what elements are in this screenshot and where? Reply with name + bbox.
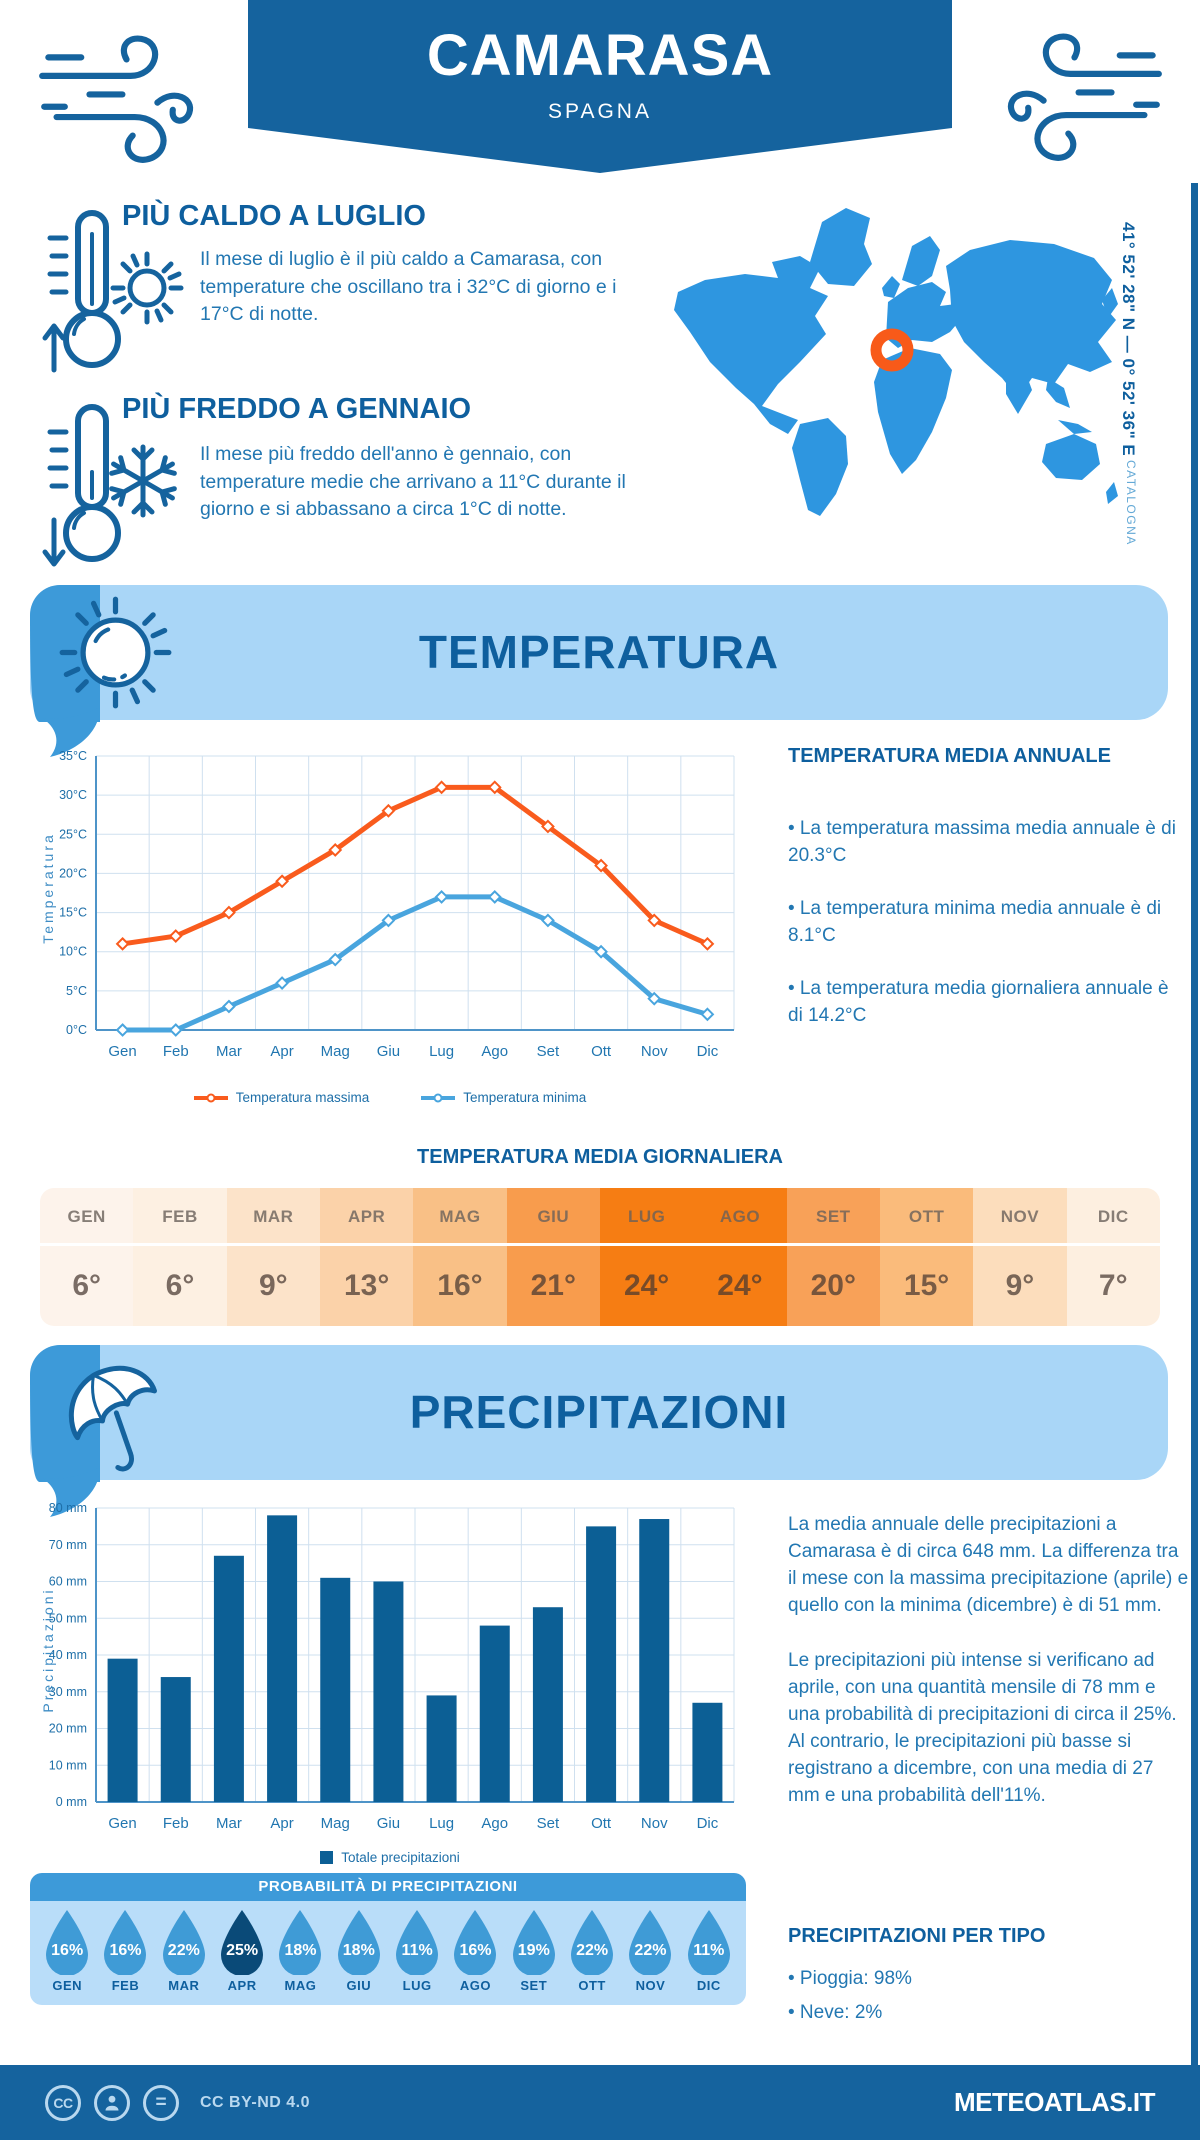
probability-value: 16% <box>51 1942 84 1959</box>
droplet-icon <box>218 1909 266 1975</box>
daily-table-value: 7° <box>1098 1269 1128 1302</box>
daily-table-month: MAR <box>227 1188 320 1246</box>
probability-month: AGO <box>459 1978 492 1993</box>
daily-table-cell <box>787 1188 880 1326</box>
svg-text:30 mm: 30 mm <box>48 1684 87 1699</box>
hottest-month-title: PIÙ CALDO A LUGLIO <box>122 200 426 232</box>
temperature-y-axis-label: Temperatura <box>40 832 56 944</box>
svg-text:Lug: Lug <box>429 1815 455 1832</box>
svg-text:Mar: Mar <box>215 1043 242 1060</box>
probability-month: LUG <box>402 1978 432 1993</box>
daily-table-cell <box>40 1188 133 1326</box>
svg-text:Ago: Ago <box>481 1043 509 1060</box>
daily-table-month: OTT <box>880 1188 973 1246</box>
daily-table-value: 6° <box>72 1269 101 1302</box>
daily-table-value: 21° <box>530 1269 576 1302</box>
cc-license-icon: CC <box>45 2085 81 2121</box>
daily-table-cell <box>320 1188 413 1326</box>
svg-text:Dic: Dic <box>696 1043 719 1060</box>
daily-table-cell <box>133 1188 226 1326</box>
droplet-icon <box>160 1909 208 1975</box>
page-subtitle: SPAGNA <box>548 100 652 123</box>
svg-text:Dic: Dic <box>696 1815 719 1832</box>
precipitation-y-axis-label: Precipitazioni <box>40 1587 56 1713</box>
daily-table-value: 16° <box>437 1269 483 1302</box>
droplet-icon <box>685 1909 733 1975</box>
coldest-month-title: PIÙ FREDDO A GENNAIO <box>122 393 472 425</box>
probability-droplet-cell <box>621 1909 679 1993</box>
legend-item <box>421 1090 586 1105</box>
precipitation-type-block <box>788 1925 1188 2030</box>
probability-droplet-cell <box>680 1909 738 1993</box>
probability-droplet-cell <box>563 1909 621 1993</box>
daily-table-value: 15° <box>903 1269 950 1302</box>
legend-line-glyph <box>194 1093 228 1103</box>
svg-text:20°C: 20°C <box>59 866 87 881</box>
daily-table-month: NOV <box>973 1188 1066 1246</box>
annual-temperature-block <box>788 745 1188 1030</box>
daily-table-cell <box>413 1188 506 1326</box>
probability-title: PROBABILITÀ DI PRECIPITAZIONI <box>30 1873 746 1901</box>
droplet-icon <box>510 1909 558 1975</box>
svg-text:Mag: Mag <box>320 1043 350 1060</box>
svg-text:Giu: Giu <box>376 1043 401 1060</box>
precipitation-chart-wrap <box>40 1492 740 1902</box>
droplet-icon <box>451 1909 499 1975</box>
droplet-icon <box>276 1909 324 1975</box>
probability-month: NOV <box>635 1978 666 1993</box>
probability-droplets <box>30 1901 746 2005</box>
svg-text:30°C: 30°C <box>59 788 87 803</box>
hottest-month-text: Il mese di luglio è il più caldo a Camarasa, con temperature che oscillano tra i 32°C di giorno e i 17°C di notte. <box>200 248 617 326</box>
droplet-icon <box>101 1909 149 1975</box>
probability-month: GEN <box>52 1978 82 1993</box>
svg-text:Gen: Gen <box>108 1815 137 1832</box>
svg-text:Nov: Nov <box>640 1815 668 1832</box>
probability-value: 22% <box>576 1942 609 1959</box>
annual-temperature-title: TEMPERATURA MEDIA ANNUALE <box>788 745 1111 767</box>
probability-droplet-cell <box>388 1909 446 1993</box>
svg-text:10 mm: 10 mm <box>48 1758 87 1773</box>
droplet-icon <box>335 1909 383 1975</box>
daily-table-cell <box>973 1188 1066 1326</box>
coordinates-block <box>1118 222 1138 582</box>
daily-table-cell <box>227 1188 320 1326</box>
svg-text:35°C: 35°C <box>59 749 87 763</box>
probability-value: 19% <box>517 1942 550 1959</box>
no-derivatives-icon: = <box>143 2085 179 2121</box>
daily-table-cell <box>693 1188 786 1326</box>
daily-table-month: MAG <box>413 1188 506 1246</box>
probability-droplet-cell <box>271 1909 329 1993</box>
svg-text:Giu: Giu <box>376 1815 401 1832</box>
snowflake-icon <box>100 438 186 524</box>
precipitation-type-title: PRECIPITAZIONI PER TIPO <box>788 1925 1046 1947</box>
annual-min-bullet: • La temperatura minima media annuale è di 8.1°C <box>788 897 1162 946</box>
probability-value: 11% <box>693 1942 725 1959</box>
attribution-person-icon <box>94 2085 130 2121</box>
daily-table-value: 24° <box>717 1269 763 1302</box>
precipitation-text-block <box>788 1512 1190 1810</box>
svg-text:Set: Set <box>536 1815 560 1832</box>
droplet-icon <box>626 1909 674 1975</box>
legend-line-glyph <box>421 1093 455 1103</box>
probability-month: APR <box>227 1978 257 1993</box>
svg-text:60 mm: 60 mm <box>48 1574 87 1589</box>
legend-label: Totale precipitazioni <box>341 1850 460 1865</box>
location-marker <box>876 334 908 366</box>
temperature-chart <box>40 742 740 1077</box>
probability-month: MAG <box>284 1978 317 1993</box>
svg-text:40 mm: 40 mm <box>48 1648 87 1662</box>
probability-month: FEB <box>111 1978 140 1993</box>
probability-month: SET <box>520 1978 548 1993</box>
probability-droplet-cell <box>505 1909 563 1993</box>
daily-table-cell <box>880 1188 973 1326</box>
probability-droplet-cell <box>38 1909 96 1993</box>
daily-table-value: 6° <box>165 1269 195 1302</box>
daily-table-value: 20° <box>810 1269 856 1302</box>
brand-label: METEOATLAS.IT <box>953 2087 1155 2117</box>
daily-table-value: 9° <box>1005 1269 1035 1302</box>
daily-table-month: AGO <box>693 1188 786 1246</box>
probability-value: 16% <box>459 1942 492 1959</box>
probability-droplet-cell <box>155 1909 213 1993</box>
page-right-border <box>1191 183 1198 2065</box>
svg-text:10°C: 10°C <box>59 944 87 959</box>
daily-temperature-title: TEMPERATURA MEDIA GIORNALIERA <box>417 1146 783 1168</box>
probability-value: 16% <box>109 1942 142 1959</box>
daily-table-month: APR <box>320 1188 413 1246</box>
daily-table-month: LUG <box>600 1188 693 1246</box>
daily-table-cell <box>1067 1188 1160 1326</box>
daily-table-month: GEN <box>40 1188 133 1246</box>
svg-text:20 mm: 20 mm <box>48 1721 87 1736</box>
annual-mean-bullet: • La temperatura media giornaliera annuale è di 14.2°C <box>788 977 1169 1026</box>
svg-text:Ott: Ott <box>591 1815 612 1832</box>
svg-text:70 mm: 70 mm <box>48 1537 87 1552</box>
precipitation-paragraph-1: La media annuale delle precipitazioni a Camarasa è di circa 648 mm. La differenza tra il mese con la massima precipitazione (aprile) e quello con la minima (dicembre) è di 51 mm. <box>788 1514 1189 1616</box>
svg-text:Set: Set <box>536 1043 560 1060</box>
probability-value: 11% <box>401 1942 433 1959</box>
svg-text:Mar: Mar <box>215 1815 242 1832</box>
droplet-icon <box>43 1909 91 1975</box>
svg-text:Feb: Feb <box>162 1043 189 1060</box>
svg-text:80 mm: 80 mm <box>48 1501 87 1515</box>
droplet-icon <box>568 1909 616 1975</box>
legend-swatch <box>320 1851 333 1864</box>
svg-text:Gen: Gen <box>108 1043 137 1060</box>
sun-icon <box>102 240 192 335</box>
probability-value: 18% <box>342 1942 375 1959</box>
precipitation-legend <box>40 1850 740 1867</box>
footer <box>0 2065 1200 2140</box>
probability-value: 22% <box>634 1942 667 1959</box>
temperature-chart-wrap <box>40 742 740 1142</box>
daily-table-value: 24° <box>623 1269 670 1302</box>
svg-text:15°C: 15°C <box>59 905 87 920</box>
legend-label: Temperatura minima <box>463 1090 587 1105</box>
svg-text:Apr: Apr <box>270 1043 294 1060</box>
page-title: CAMARASA <box>426 23 774 88</box>
probability-month: GIU <box>346 1978 372 1993</box>
svg-text:Apr: Apr <box>270 1815 294 1832</box>
droplet-icon <box>393 1909 441 1975</box>
svg-text:Nov: Nov <box>640 1043 668 1060</box>
annual-max-bullet: • La temperatura massima media annuale è di 20.3°C <box>788 818 1176 866</box>
daily-table-month: GIU <box>507 1188 600 1246</box>
svg-text:50 mm: 50 mm <box>48 1611 87 1626</box>
daily-table-month: FEB <box>133 1188 226 1246</box>
svg-text:0 mm: 0 mm <box>55 1795 87 1809</box>
legend-item <box>194 1090 370 1105</box>
svg-text:Feb: Feb <box>162 1815 189 1832</box>
probability-section <box>30 1873 746 2005</box>
daily-temperature-table <box>40 1188 1160 1326</box>
probability-month: MAR <box>168 1978 200 1993</box>
daily-table-cell <box>600 1188 693 1326</box>
legend-label: Temperatura massima <box>235 1090 370 1105</box>
probability-droplet-cell <box>446 1909 504 1993</box>
license-label: CC BY-ND 4.0 <box>200 2093 311 2111</box>
probability-month: DIC <box>696 1978 721 1993</box>
probability-month: OTT <box>578 1978 606 1993</box>
probability-value: 25% <box>226 1942 259 1959</box>
temperature-legend <box>40 1090 740 1106</box>
precipitation-section-title: PRECIPITAZIONI <box>409 1386 789 1438</box>
precipitation-banner <box>30 1345 1168 1480</box>
coldest-month-text: Il mese più freddo dell'anno è gennaio, con temperature medie che arrivano a 11°C durante il giorno e si abbassano a circa 1°C di notte. <box>200 443 626 521</box>
svg-text:Mag: Mag <box>320 1815 350 1832</box>
daily-table-month: DIC <box>1067 1188 1160 1246</box>
svg-text:Ott: Ott <box>591 1043 612 1060</box>
probability-droplet-cell <box>96 1909 154 1993</box>
probability-value: 22% <box>167 1942 200 1959</box>
temperature-section-title: TEMPERATURA <box>418 626 780 678</box>
probability-droplet-cell <box>330 1909 388 1993</box>
probability-value: 18% <box>284 1942 317 1959</box>
svg-text:0°C: 0°C <box>66 1023 87 1037</box>
daily-table-value: 13° <box>343 1269 390 1302</box>
probability-droplet-cell <box>213 1909 271 1993</box>
region-label: CATALOGNA <box>1124 460 1138 546</box>
svg-text:5°C: 5°C <box>66 983 87 998</box>
precipitation-paragraph-2: Le precipitazioni più intense si verificano ad aprile, con una quantità mensile di 78 mm e una probabilità di precipitazioni di circa il 25%. Al contrario, le precipitazioni più basse si registrano a dicembre, con una media di 27 mm e una probabilità dell'11%. <box>788 1649 1177 1806</box>
daily-table-value: 9° <box>258 1269 288 1302</box>
temperature-banner <box>30 585 1168 720</box>
svg-text:Lug: Lug <box>429 1043 455 1060</box>
svg-text:Ago: Ago <box>481 1815 509 1832</box>
legend-item <box>320 1850 460 1865</box>
daily-table-cell <box>507 1188 600 1326</box>
precipitation-chart <box>40 1492 740 1845</box>
svg-text:25°C: 25°C <box>59 827 87 842</box>
coordinates-text: 41° 52' 28" N — 0° 52' 36" E <box>1119 222 1138 457</box>
world-map <box>650 192 1120 527</box>
snow-bullet: • Neve: 2% <box>788 2002 883 2024</box>
rain-bullet: • Pioggia: 98% <box>788 1968 912 1989</box>
daily-table-month: SET <box>787 1188 880 1246</box>
